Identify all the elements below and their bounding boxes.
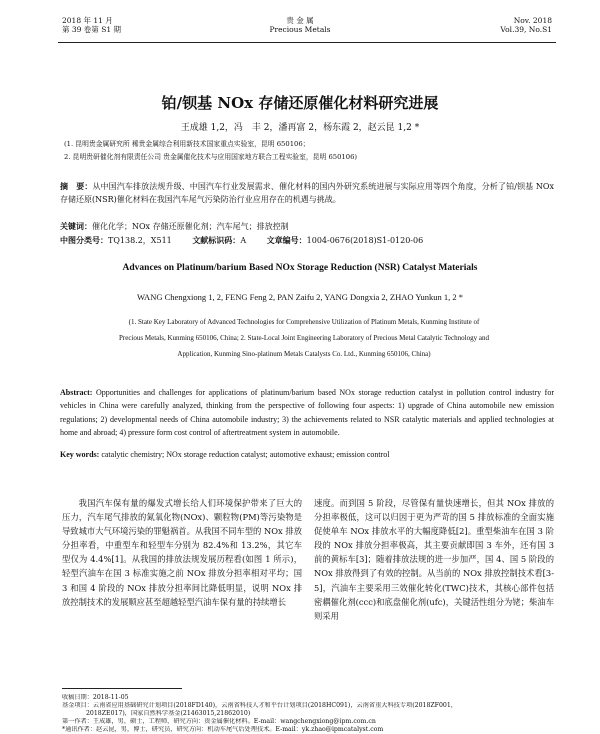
article-no-value: 1004-0676(2018)S1-0120-06 [306,236,424,245]
authors-en: WANG Chengxiong 1, 2, FENG Feng 2, PAN Zaifu 2, YANG Dongxia 2, ZHAO Yunkun 1, 2 * [136,292,464,302]
body-paragraph-right: 速度。而到国 5 阶段，尽管保有量快速增长，但其 NOx 排放的分担率极低，这可以归因于更为严苛的国 5 排放标准的全面实施促使单车 NOx 排放水平的大幅度降低[2]。重型柴油车在国 3 阶段的 NOx 排放分担率极高，其主要贡献即国 3 车外，还有国 3 前的黄标车[3]；随着排放法规的进一步加严，国 4、国 5 阶段的 NOx 排放得到了有效的控制。从当前的 NOx 排放控制技术看[3-5]，汽油车主要采用三效催化转化(TWC)技术，其核心部件包括密耦催化剂(ccc)和底盘催化剂(ufc)，关键活性组分为铑；柴油车则采用 [314,498,554,621]
footnote-divider [62,688,182,689]
keywords-cn-text: 催化化学；NOx 存储还原催化剂；汽车尾气；排放控制 [92,222,289,231]
footnote-funding: 基金项目：云南省应用基础研究计划项目(2018FD140)，云南省科技人才和平台计划项目(2018HC091)，云南省重大科技专项(2018ZF001， [62,702,457,709]
header-divider [58,42,556,43]
classification-line [60,234,554,247]
footnote-first-author: 第一作者：王成雄，男，硕士，工程师，研究方向：贵金属催化材料。E-mail：wangchengxiong@ipm.com.cn [62,718,376,725]
affiliation-en-2: Precious Metals, Kunming 650106, China; 2. State-Local Joint Engineering Laboratory of Precious Metal Catalytic Technology and [119,334,489,342]
issue-date-cn: 2018 年 11 月 [62,16,113,25]
abstract-cn-label: 摘 要： [60,181,93,191]
footnote-funding-cont: 2018ZE017)，国家自然科学基金(21463015,21862010) [86,710,251,717]
running-header-left [62,16,121,34]
authors-cn: 王成雄 1,2，冯 丰 2，潘再富 2，杨东霞 2，赵云昆 1,2 * [180,123,420,133]
affiliation-cn-1: (1. 昆明贵金属研究所 稀贵金属综合利用新技术国家重点实验室，昆明 650106； [64,140,310,148]
abstract-en-text: Opportunities and challenges for applications of platinum/barium based NOx storage reduction catalyst in pollution control industry for vehicles in China were carefully analyzed, thinking from the perspective of following four aspects: 1) upgrade of China automobile new emission regulations; 2) developmental needs of China automobile industry; 3) the achievements related to NSR catalytic materials and applied technologies at home and abroad; 4) pressure form cost control of aftertreatment system in automobile. [60,388,554,438]
keywords-cn [60,220,554,233]
journal-name-cn: 贵 金 属 [286,16,314,25]
issue-volume-en: Vol.39, No.S1 [500,25,552,34]
clc-label: 中图分类号： [60,235,108,245]
doc-code-value: A [240,236,247,245]
abstract-cn [60,180,554,206]
issue-volume-cn: 第 39 卷第 S1 期 [62,25,121,34]
running-header-center [250,16,350,34]
body-column-left [62,496,302,609]
affiliation-en-3: Application, Kunming Sino-platinum Metals Catalysts Co. Ltd., Kunming 650106, China) [177,350,431,358]
clc-value: TQ138.2，X511 [108,236,172,245]
doc-code-label: 文献标识码： [192,235,241,245]
footnotes [62,694,560,734]
running-header-right [500,16,552,34]
body-paragraph-left: 我国汽车保有量的爆发式增长给人们环境保护带来了巨大的压力，汽车尾气排放的氮氧化物(NOx)、颗粒物(PM)等污染物是导致城市大气环境污染的罪魁祸首。从我国不同车型的 NOx 排放分担率看，中重型车和轻型车分别为 82.4%和 13.2%，其它车型仅为 4.4%[1]。从我国的排放法规发展历程看(如图 1 所示)，轻型汽油车在国 3 标准实施之前 NOx 排放分担率相对平均；国 3 和国 4 阶段的 NOx 排放分担率间比降低明显，说明 NOx 排放控制技术的发展顺应甚至超越轻型汽油车保有量的持续增长 [62,498,302,607]
article-title-cn: 铂/钡基 NOx 存储还原催化材料研究进展 [161,94,439,112]
body-column-right [314,496,554,623]
keywords-cn-label: 关键词： [60,221,92,231]
abstract-cn-text: 从中国汽车排放法规升级、中国汽车行业发展需求、催化材料的国内外研究系统进展与实际应用等四个角度，分析了铂/钡基 NOx 存储还原(NSR)催化材料在我国汽车尾气污染防治行业应用存在的机遇与挑战。 [60,182,554,204]
keywords-en-label: Key words: [60,450,100,459]
footnote-corresponding-author: *通讯作者：赵云昆，男，博士，研究员，研究方向：机动车尾气后处理技术。E-mail：yk.zhao@ipmcatalyst.com [62,726,384,733]
abstract-en [60,386,554,440]
footnote-received: 收稿日期：2018-11-05 [62,694,129,701]
keywords-en [60,450,554,459]
issue-date-en: Nov. 2018 [513,16,552,25]
keywords-en-text: catalytic chemistry; NOx storage reduction catalyst; automotive exhaust; emission control [101,450,390,459]
journal-name-en: Precious Metals [269,25,331,34]
affiliation-en-1: (1. State Key Laboratory of Advanced Technologies for Comprehensive Utilization of Platinum Metals, Kunming Institute of [128,318,480,326]
abstract-en-label: Abstract: [60,388,93,397]
affiliation-cn-2: 2. 昆明贵研催化剂有限责任公司 贵金属催化技术与应用国家地方联合工程实验室，昆明 650106) [64,153,358,161]
article-no-label: 文章编号： [266,235,307,245]
article-title-en: Advances on Platinum/barium Based NOx Storage Reduction (NSR) Catalyst Materials [122,263,478,273]
